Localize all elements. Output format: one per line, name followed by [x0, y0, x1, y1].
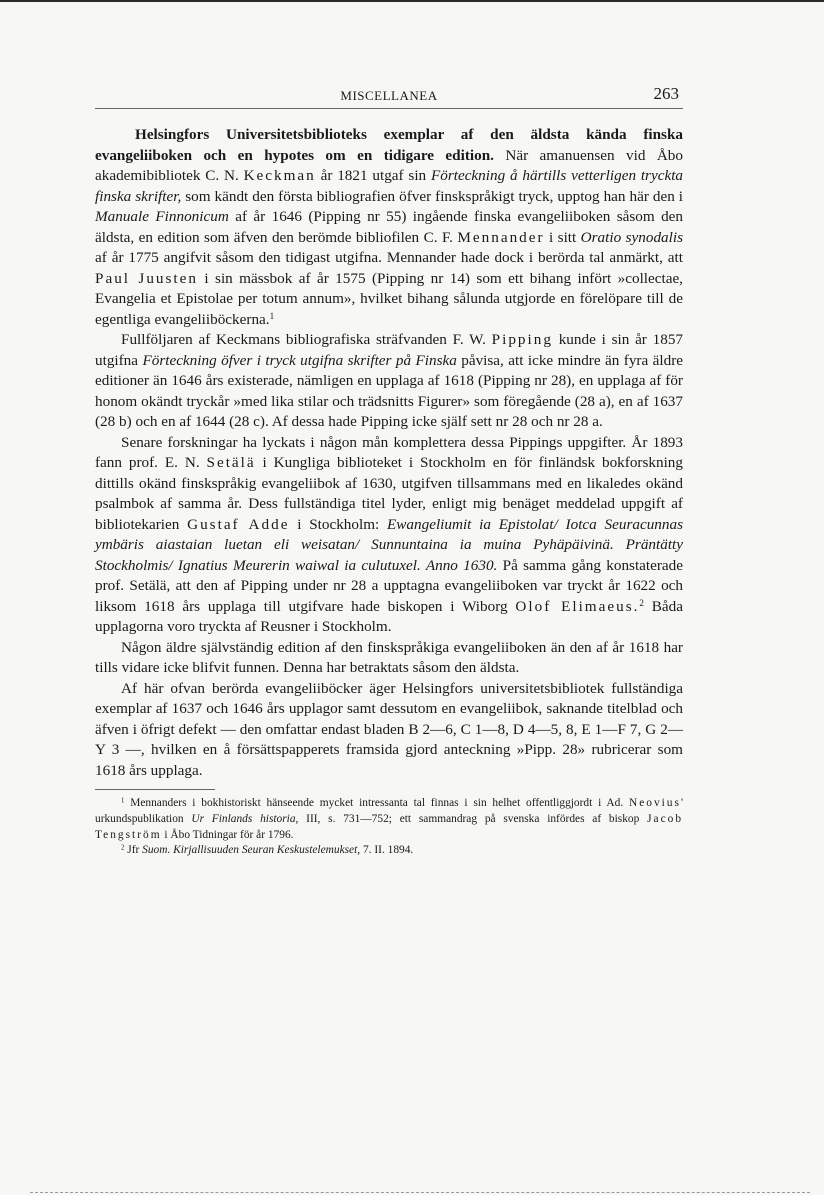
text: Mennanders i bokhistoriskt hänseende mycket intressanta tal finnas i sin helhet offentliggjordt i Ad.	[124, 797, 629, 809]
header-rule	[95, 108, 683, 109]
page-number: 263	[653, 84, 679, 103]
footnote-separator	[95, 789, 215, 790]
text: III, s. 731—752; ett sammandrag på svenska infördes af biskop	[298, 812, 648, 825]
book-title: Ur Finlands historia,	[191, 812, 299, 825]
name: Pipping	[491, 331, 553, 348]
text: 7. II. 1894.	[360, 844, 414, 857]
paragraph-1	[95, 125, 683, 330]
text: kunde i sin år 1857 utgifna	[95, 331, 684, 369]
book-title: Förteckning å härtills vetterligen tryckta finska skrifter,	[95, 167, 684, 205]
footnote-1	[95, 796, 683, 843]
text: i sitt	[544, 228, 581, 246]
text: Senare forskningar ha lyckats i någon mån komplettera dessa Pippings uppgifter. År 1893 fann prof. E. N.	[95, 433, 683, 471]
paragraph-4: Någon äldre självständig edition af den finskspråkiga evangeliiboken än den af år 1618 har tills vidare icke blifvit funnen. Denna har betraktats såsom den äldsta.	[95, 638, 683, 676]
text: som kändt den första bibliografien öfver finskspråkigt tryck, upptog han här den i	[181, 187, 683, 205]
footnote-ref-2: 2	[639, 597, 644, 608]
name: Jacob Tengström	[95, 812, 684, 841]
page	[95, 84, 683, 859]
book-title: Ewangeliumit ia Epistolat/ Iotca Seuracunnas ymbäris aiastaian luetan eli weisatan/ Sunnuntaina ia muina Pyhäpäivinä. Präntätty Stockholmis/ Ignatius Meurerin waiwal ia culutuxel. Anno 1630.	[95, 515, 683, 574]
paragraph-5: Af här ofvan berörda evangeliiböcker äger Helsingfors universitetsbibliotek fullständiga exemplar af 1637 och 1646 års upplagor samt dessutom en evangeliibok, saknande titelblad och äfven i öfrigt defekt — den omfattar endast bladen B 2—6, C 1—8, D 4—5, 8, E 1—F 7, G 2—Y 3 —, hvilken en å försättspapperets framsida gjord anteckning »Pipp. 28» rubricerar som 1618 års upplaga.	[95, 679, 683, 779]
name: Mennander	[457, 228, 545, 246]
name: Gustaf Adde	[187, 515, 290, 533]
running-header	[95, 84, 683, 108]
text: Båda upplagorna voro tryckta af Reusner i Stockholm.	[95, 597, 683, 635]
name: Olof Elimaeus.	[515, 597, 640, 615]
book-title: Manuale Finnonicum	[95, 208, 229, 225]
text: påvisa, att icke mindre än fyra äldre editioner än 1646 års existerade, nämligen en upplaga af 1618 (Pipping nr 28), en upplaga af för honom okändt tryckår »med lika stilar och trädsnitts Figurer» som föregående (28 a), en af 1637 (28 b) och en af 1644 (28 c). Af dessa hade Pipping icke själf sett nr 28 och nr 28 a.	[95, 351, 683, 430]
text: Fullföljaren af Keckmans bibliografiska sträfvanden F. W.	[121, 331, 492, 348]
book-title: Oratio synodalis	[580, 228, 683, 246]
paragraph-3	[95, 433, 683, 638]
footnote-mark: 2	[121, 844, 125, 852]
text: i Åbo Tidningar för år 1796.	[161, 828, 294, 841]
footnote-2	[95, 843, 683, 859]
text: år 1821 utgaf sin	[315, 167, 431, 184]
name: Neovius	[628, 797, 681, 809]
text: af år 1646 (Pipping nr 55) ingående finska evangeliiboken såsom den äldsta, en edition som äfven den berömde bibliofilen C. F.	[95, 208, 684, 246]
paragraph-2	[95, 330, 683, 433]
text: i Stockholm:	[289, 515, 388, 533]
text: När amanuensen vid Åbo akademibibliotek C. N.	[95, 146, 683, 184]
footnote-mark: 1	[121, 797, 125, 805]
name: Paul Juusten	[95, 269, 198, 287]
running-title: MISCELLANEA	[340, 88, 438, 103]
name: Keckman	[243, 167, 316, 184]
name: Setälä	[206, 454, 256, 471]
section-heading: Helsingfors Universitetsbiblioteks exemplar af den äldsta kända finska evangeliiboken och en hypotes om en tidigare edition.	[95, 126, 683, 164]
footnote-ref-1: 1	[269, 310, 275, 321]
text: i Kungliga biblioteket i Stockholm en för finländsk bokforskning dittills okänd finskspråkig evangeliibok af 1630, utgifven tillsammans med en likaledes okänd psalmbok af samma år. Dess fullständiga titel lyder, enligt mig benäget meddelad uppgift af bibliotekarien	[95, 454, 683, 533]
text: af år 1775 angifvit såsom den tidigast utgifna. Mennander hade dock i berörda tal anmärkt, att	[95, 249, 683, 266]
text: Jfr	[124, 844, 143, 857]
book-title: Suom. Kirjallisuuden Seuran Keskustelemukset,	[142, 844, 361, 857]
text: i sin mässbok af år 1575 (Pipping nr 14) som ett bihang infört »collectae, Evangelia et Epistolae per totum annum», hvilket bihang sålunda utgjorde en förelöpare till de egentliga evangeliiböckerna.	[95, 269, 683, 328]
book-title: Förteckning öfver i tryck utgifna skrifter på Finska	[142, 351, 457, 369]
text: ' urkundspublikation	[95, 797, 683, 825]
text: På samma gång konstaterade prof. Setälä, att den af Pipping under nr 28 a upptagna evangeliiboken var tryckt år 1622 och liksom 1618 års upplaga till utgifvare hade biskopen i Wiborg	[95, 556, 683, 615]
scan-edge-bottom	[30, 1192, 810, 1193]
scan-edge-top	[0, 0, 824, 2]
